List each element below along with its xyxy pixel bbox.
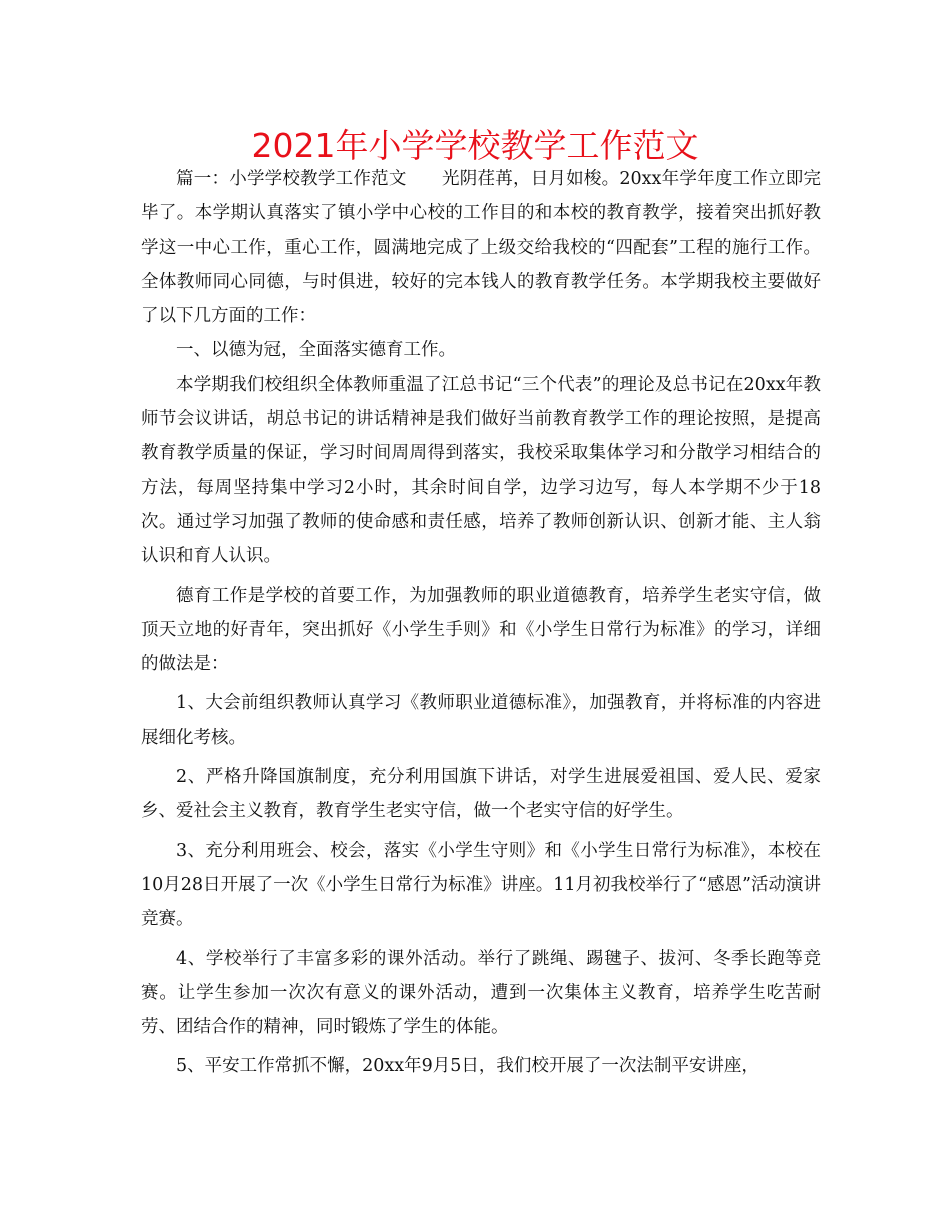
paragraph: 1、大会前组织教师认真学习《教师职业道德标准》，加强教育，并将标准的内容进展细化考核。 [141,693,821,748]
paragraph: 本学期我们校组织全体教师重温了江总书记“三个代表”的理论及总书记在20xx年教师节会议讲话，胡总书记的讲话精神是我们做好当前教育教学工作的理论按照，是提高教育教学质量的保证，学习时间周周得到落实，我校采取集体学习和分散学习相结合的方法，每周坚持集中学习2小时，其余时间自学，边学习边写，每人本学期不少于18次。通过学习加强了教师的使命感和责任感，培养了教师创新认识、创新才能、主人翁认识和育人认识。 [141,374,821,567]
paragraph: 德育工作是学校的首要工作，为加强教师的职业道德教育，培养学生老实守信，做顶天立地的好青年，突出抓好《小学生手则》和《小学生日常行为标准》的学习，详细的做法是： [141,585,821,675]
document-title: 2021年小学学校教学工作范文 [251,126,699,165]
document-body [141,162,821,1084]
paragraph: 3、充分利用班会、校会，落实《小学生守则》和《小学生日常行为标准》，本校在10月28日开展了一次《小学生日常行为标准》讲座。11月初我校举行了“感恩”活动演讲竞赛。 [141,840,821,930]
paragraph: 5、平安工作常抓不懈，20xx年9月5日，我们校开展了一次法制平安讲座， [176,1056,759,1077]
paragraph: 4、学校举行了丰富多彩的课外活动。举行了跳绳、踢毽子、拔河、冬季长跑等竞赛。让学生参加一次次有意义的课外活动，遭到一次集体主义教育，培养学生吃苦耐劳、团结合作的精神，同时锻炼了学生的体能。 [141,948,821,1038]
paragraph: 篇一：小学学校教学工作范文 光阴荏苒，日月如梭。20xx年学年度工作立即完毕了。本学期认真落实了镇小学中心校的工作目的和本校的教育教学，接着突出抓好教学这一中心工作，重心工作，圆满地完成了上级交给我校的“四配套”工程的施行工作。全体教师同心同德，与时俱进，较好的完本钱人的教育教学任务。本学期我校主要做好了以下几方面的工作： [141,169,821,327]
paragraph: 2、严格升降国旗制度，充分利用国旗下讲话，对学生进展爱祖国、爱人民、爱家乡、爱社会主义教育，教育学生老实守信，做一个老实守信的好学生。 [141,767,821,822]
paragraph: 一、以德为冠，全面落实德育工作。 [176,340,456,361]
